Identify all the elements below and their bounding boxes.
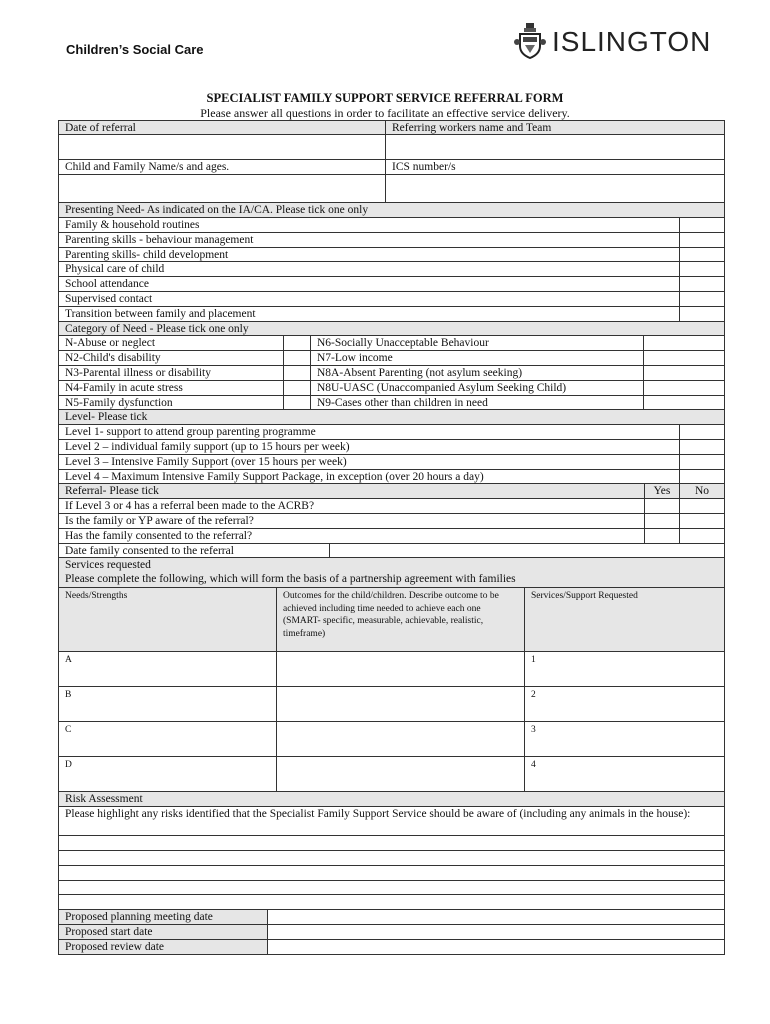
outcomes-cell[interactable] xyxy=(277,687,525,721)
need-tick-box[interactable] xyxy=(680,233,724,247)
start-date-label: Proposed start date xyxy=(59,925,268,939)
department-label: Children’s Social Care xyxy=(66,42,204,57)
need-tick-box[interactable] xyxy=(680,218,724,232)
category-heading: Category of Need - Please tick one only xyxy=(59,322,724,336)
planning-meeting-date-label: Proposed planning meeting date xyxy=(59,910,268,924)
yes-column-header: Yes xyxy=(645,484,680,498)
level-heading: Level- Please tick xyxy=(59,410,724,424)
category-tick-box[interactable] xyxy=(284,351,311,365)
level-tick-box[interactable] xyxy=(680,440,724,454)
review-date-label: Proposed review date xyxy=(59,940,268,954)
category-item: N8A-Absent Parenting (not asylum seeking) xyxy=(311,366,644,380)
services-cell[interactable]: 4 xyxy=(531,760,536,771)
need-item: School attendance xyxy=(59,277,680,291)
category-tick-box[interactable] xyxy=(644,336,724,350)
outcomes-cell[interactable] xyxy=(277,722,525,756)
category-tick-box[interactable] xyxy=(284,336,311,350)
yes-tick-box[interactable] xyxy=(645,514,680,528)
category-tick-box[interactable] xyxy=(284,366,311,380)
referral-form xyxy=(58,120,725,955)
category-tick-box[interactable] xyxy=(284,396,311,410)
date-consented-label: Date family consented to the referral xyxy=(59,544,330,558)
services-heading-block xyxy=(59,558,724,587)
risk-line[interactable] xyxy=(59,836,724,850)
services-cell[interactable]: 2 xyxy=(531,690,536,701)
needs-cell[interactable]: B xyxy=(59,687,277,721)
category-item: N6-Socially Unacceptable Behaviour xyxy=(311,336,644,350)
need-tick-box[interactable] xyxy=(680,292,724,306)
need-item: Transition between family and placement xyxy=(59,307,680,321)
date-consented-field[interactable] xyxy=(330,544,724,558)
category-tick-box[interactable] xyxy=(644,366,724,380)
needs-cell[interactable]: C xyxy=(59,722,277,756)
outcomes-column-header: Outcomes for the child/children. Describe outcome to be achieved including time needed to achieve each one (SMART- specific, measurable, achievable, realistic, timeframe) xyxy=(277,588,525,651)
referral-question: Is the family or YP aware of the referral? xyxy=(59,514,645,528)
needs-cell[interactable]: A xyxy=(59,652,277,686)
no-tick-box[interactable] xyxy=(680,529,724,543)
form-subtitle: Please answer all questions in order to facilitate an effective service delivery. xyxy=(200,106,570,120)
child-family-names-label: Child and Family Name/s and ages. xyxy=(59,160,386,174)
ics-number-field[interactable] xyxy=(386,175,724,202)
date-of-referral-label: Date of referral xyxy=(59,121,386,134)
review-date-field[interactable] xyxy=(268,940,724,954)
need-tick-box[interactable] xyxy=(680,248,724,262)
coat-of-arms-icon xyxy=(514,22,546,60)
referring-worker-field[interactable] xyxy=(386,135,724,159)
outcomes-cell[interactable] xyxy=(277,652,525,686)
services-heading: Services requested xyxy=(65,559,151,572)
no-tick-box[interactable] xyxy=(680,499,724,513)
referral-question: If Level 3 or 4 has a referral been made to the ACRB? xyxy=(59,499,645,513)
level-tick-box[interactable] xyxy=(680,455,724,469)
islington-logo xyxy=(514,22,746,62)
referral-heading: Referral- Please tick xyxy=(59,484,645,498)
risk-line[interactable] xyxy=(59,895,724,909)
category-item: N7-Low income xyxy=(311,351,644,365)
presenting-need-heading: Presenting Need- As indicated on the IA/CA. Please tick one only xyxy=(59,203,724,217)
start-date-field[interactable] xyxy=(268,925,724,939)
need-item: Supervised contact xyxy=(59,292,680,306)
risk-line[interactable] xyxy=(59,866,724,880)
yes-tick-box[interactable] xyxy=(645,529,680,543)
level-tick-box[interactable] xyxy=(680,425,724,439)
outcomes-cell[interactable] xyxy=(277,757,525,791)
referral-question: Has the family consented to the referral? xyxy=(59,529,645,543)
category-item: N3-Parental illness or disability xyxy=(59,366,284,380)
need-tick-box[interactable] xyxy=(680,262,724,276)
category-item: N8U-UASC (Unaccompanied Asylum Seeking Child) xyxy=(311,381,644,395)
ics-number-label: ICS number/s xyxy=(392,161,456,173)
category-item: N2-Child's disability xyxy=(59,351,284,365)
category-tick-box[interactable] xyxy=(644,351,724,365)
referring-worker-label: Referring workers name and Team xyxy=(386,121,724,134)
logo-wordmark: ISLINGTON xyxy=(552,26,712,57)
services-instruction: Please complete the following, which will form the basis of a partnership agreement with families xyxy=(65,573,516,586)
planning-meeting-date-field[interactable] xyxy=(268,910,724,924)
no-tick-box[interactable] xyxy=(680,514,724,528)
need-tick-box[interactable] xyxy=(680,277,724,291)
risk-line[interactable] xyxy=(59,851,724,865)
yes-tick-box[interactable] xyxy=(645,499,680,513)
level-item: Level 1- support to attend group parenting programme xyxy=(59,425,680,439)
services-cell[interactable]: 1 xyxy=(531,655,536,666)
risk-line[interactable] xyxy=(59,881,724,895)
category-tick-box[interactable] xyxy=(284,381,311,395)
need-item: Family & household routines xyxy=(59,218,680,232)
need-item: Parenting skills- child development xyxy=(59,248,680,262)
category-item: N4-Family in acute stress xyxy=(59,381,284,395)
needs-column-header: Needs/Strengths xyxy=(59,588,277,651)
level-item: Level 4 – Maximum Intensive Family Support Package, in exception (over 20 hours a day) xyxy=(59,470,680,484)
category-item: N-Abuse or neglect xyxy=(59,336,284,350)
need-tick-box[interactable] xyxy=(680,307,724,321)
category-tick-box[interactable] xyxy=(644,396,724,410)
date-of-referral-field[interactable] xyxy=(59,135,386,159)
need-item: Physical care of child xyxy=(59,262,680,276)
services-column-header: Services/Support Requested xyxy=(525,588,724,651)
needs-cell[interactable]: D xyxy=(59,757,277,791)
risk-instruction: Please highlight any risks identified that the Specialist Family Support Service should be aware of (including any animals in the house): xyxy=(65,808,691,821)
level-item: Level 2 – individual family support (up to 15 hours per week) xyxy=(59,440,680,454)
risk-heading: Risk Assessment xyxy=(59,792,724,806)
services-cell[interactable]: 3 xyxy=(531,725,536,736)
level-item: Level 3 – Intensive Family Support (over 15 hours per week) xyxy=(59,455,680,469)
form-title: SPECIALIST FAMILY SUPPORT SERVICE REFERRAL FORM xyxy=(206,91,564,105)
category-tick-box[interactable] xyxy=(644,381,724,395)
need-item: Parenting skills - behaviour management xyxy=(59,233,680,247)
category-item: N9-Cases other than children in need xyxy=(311,396,644,410)
child-family-names-field[interactable] xyxy=(59,175,386,202)
no-column-header: No xyxy=(680,484,724,498)
level-tick-box[interactable] xyxy=(680,470,724,484)
category-item: N5-Family dysfunction xyxy=(59,396,284,410)
